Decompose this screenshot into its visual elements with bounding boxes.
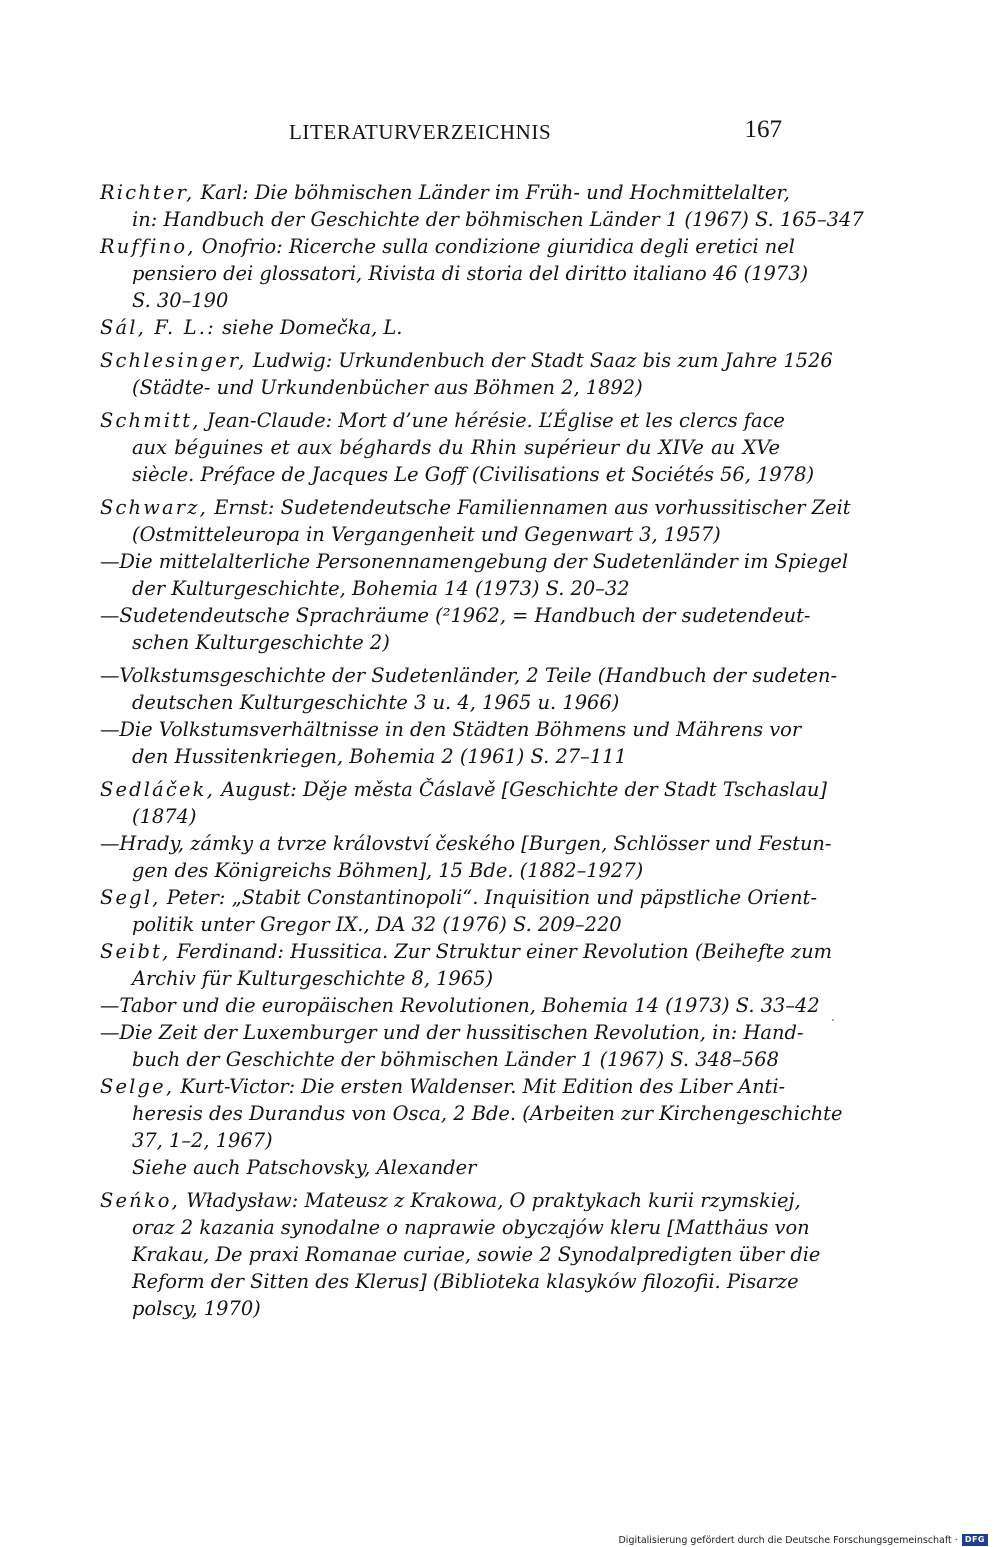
- page-number: 167: [744, 116, 782, 143]
- bibliography-entry: [100, 548, 849, 602]
- entry-line: [100, 548, 849, 575]
- entry-line: S. 30–190: [132, 289, 229, 312]
- bibliography-entry: [100, 662, 838, 716]
- entry-line: (Städte- und Urkundenbücher aus Böhmen 2, 1892): [132, 376, 643, 399]
- bibliography-entry: [100, 1187, 821, 1322]
- entry-dash: —: [100, 1021, 120, 1044]
- entry-author: Seńko,: [100, 1189, 181, 1212]
- bibliography-entry: [100, 347, 833, 401]
- entry-dash: —: [100, 550, 120, 573]
- entry-line: politik unter Gregor IX., DA 32 (1976) S. 209–220: [132, 913, 622, 936]
- entry-line: [100, 407, 785, 434]
- entry-line: [100, 776, 827, 803]
- entry-line: heresis des Durandus von Osca, 2 Bde. (Arbeiten zur Kirchengeschichte: [132, 1102, 843, 1125]
- entry-line: polscy, 1970): [132, 1297, 261, 1320]
- entry-text: Ernst: Sudetendeutsche Familiennamen aus vorhussitischer Zeit: [208, 496, 851, 519]
- entry-author: Sál, F. L.:: [100, 316, 216, 339]
- entry-dash: —: [100, 604, 120, 627]
- entry-line: [100, 1187, 801, 1214]
- entry-line: [100, 233, 795, 260]
- entry-text: siehe Domečka, L.: [215, 316, 403, 339]
- entry-line: deutschen Kulturgeschichte 3 u. 4, 1965 u. 1966): [132, 691, 620, 714]
- bibliography-entry: [100, 1073, 843, 1181]
- entry-line: [100, 494, 851, 521]
- entry-line: den Hussitenkriegen, Bohemia 2 (1961) S. 27–111: [132, 745, 627, 768]
- bibliography-entry: [100, 884, 817, 938]
- entry-text: Kurt-Victor: Die ersten Waldenser. Mit Edition des Liber Anti-: [174, 1075, 786, 1098]
- entry-line: [100, 1019, 804, 1046]
- entry-line: [100, 884, 817, 911]
- entry-author: Richter,: [100, 181, 195, 204]
- entry-line: in: Handbuch der Geschichte der böhmischen Länder 1 (1967) S. 165–347: [132, 208, 864, 231]
- page-header: [258, 116, 782, 152]
- entry-text: Sudetendeutsche Sprachräume (²1962, = Handbuch der sudetendeut-: [119, 604, 811, 627]
- entry-text: Die Zeit der Luxemburger und der hussitischen Revolution, in: Hand-: [119, 1021, 804, 1044]
- entry-line: (1874): [132, 805, 197, 828]
- entry-author: Sedláček,: [100, 778, 215, 801]
- entry-line: der Kulturgeschichte, Bohemia 14 (1973) S. 20–32: [132, 577, 630, 600]
- entry-text: Hrady, zámky a tvrze království českého [Burgen, Schlösser und Festun-: [119, 832, 832, 855]
- entry-line: [100, 992, 820, 1019]
- entry-line: Krakau, De praxi Romanae curiae, sowie 2 Synodalpredigten über die: [132, 1243, 821, 1266]
- entry-line: [100, 938, 832, 965]
- entry-dash: —: [100, 718, 120, 741]
- entry-text: Władysław: Mateusz z Krakowa, O praktykach kurii rzymskiej,: [180, 1189, 801, 1212]
- entry-author: Segl,: [100, 886, 161, 909]
- entry-line: [100, 314, 780, 341]
- bibliography-entry: [100, 716, 802, 770]
- entry-text: Ferdinand: Hussitica. Zur Struktur einer Revolution (Beihefte zum: [170, 940, 832, 963]
- entry-author: Schlesinger,: [100, 349, 247, 372]
- entry-text: Die mittelalterliche Personennamengebung der Sudetenländer im Spiegel: [119, 550, 849, 573]
- scan-speck: [832, 1019, 834, 1021]
- entry-dash: —: [100, 994, 120, 1017]
- entry-line: [100, 602, 811, 629]
- entry-text: Onofrio: Ricerche sulla condizione giuridica degli eretici nel: [195, 235, 795, 258]
- entry-line: [100, 830, 832, 857]
- entry-line: [100, 1073, 786, 1100]
- bibliography-entry: [100, 407, 815, 488]
- bibliography-entry: [100, 1019, 804, 1073]
- entry-line: Siehe auch Patschovsky, Alexander: [132, 1156, 477, 1179]
- entry-line: 37, 1–2, 1967): [132, 1129, 273, 1152]
- entry-line: buch der Geschichte der böhmischen Länder 1 (1967) S. 348–568: [132, 1048, 779, 1071]
- entry-line: siècle. Préface de Jacques Le Goff (Civilisations et Sociétés 56, 1978): [132, 463, 815, 486]
- entry-line: Reform der Sitten des Klerus] (Biblioteka klasyków filozofii. Pisarze: [132, 1270, 799, 1293]
- entry-text: Karl: Die böhmischen Länder im Früh- und Hochmittelalter,: [194, 181, 790, 204]
- bibliography-entry: [100, 314, 780, 341]
- entry-text: Tabor und die europäischen Revolutionen, Bohemia 14 (1973) S. 33–42: [119, 994, 820, 1017]
- bibliography-entry: [100, 602, 811, 656]
- entry-line: [100, 662, 838, 689]
- bibliography-entry: [100, 179, 864, 233]
- entry-line: schen Kulturgeschichte 2): [132, 631, 390, 654]
- entry-line: [100, 347, 833, 374]
- entry-line: pensiero dei glossatori, Rivista di storia del diritto italiano 46 (1973): [132, 262, 809, 285]
- dfg-logo: DFG: [962, 1534, 988, 1546]
- entry-author: Selge,: [100, 1075, 175, 1098]
- entry-line: [100, 179, 790, 206]
- entry-text: Jean-Claude: Mort d’une hérésie. L’Église et les clercs face: [200, 409, 785, 432]
- entry-author: Ruffino,: [100, 235, 196, 258]
- bibliography-entry: [100, 830, 832, 884]
- entry-line: [100, 716, 802, 743]
- bibliography-entry: [100, 494, 851, 548]
- entry-dash: —: [100, 832, 120, 855]
- entry-dash: —: [100, 664, 120, 687]
- entry-text: Peter: „Stabit Constantinopoli“. Inquisition und päpstliche Orient-: [160, 886, 817, 909]
- bibliography-list: [100, 179, 864, 1322]
- bibliography-entry: [100, 992, 820, 1019]
- entry-author: Schmitt,: [100, 409, 201, 432]
- entry-text: August: Děje města Čáslavě [Geschichte der Stadt Tschaslau]: [214, 778, 827, 801]
- bibliography-entry: [100, 233, 809, 314]
- digitization-credit: Digitalisierung gefördert durch die Deutsche Forschungsgemeinschaft ·: [618, 1534, 958, 1546]
- bibliography-entry: [100, 938, 832, 992]
- running-title: LITERATURVERZEICHNIS: [289, 120, 552, 144]
- entry-text: Ludwig: Urkundenbuch der Stadt Saaz bis zum Jahre 1526: [246, 349, 833, 372]
- entry-text: Volkstumsgeschichte der Sudetenländer, 2 Teile (Handbuch der sudeten-: [119, 664, 838, 687]
- entry-line: Archiv für Kulturgeschichte 8, 1965): [132, 967, 494, 990]
- entry-line: oraz 2 kazania synodalne o naprawie obyczajów kleru [Matthäus von: [132, 1216, 810, 1239]
- entry-author: Schwarz,: [100, 496, 209, 519]
- entry-text: Die Volkstumsverhältnisse in den Städten Böhmens und Mährens vor: [119, 718, 802, 741]
- digitization-footer: [618, 1534, 988, 1546]
- entry-line: (Ostmitteleuropa in Vergangenheit und Gegenwart 3, 1957): [132, 523, 721, 546]
- entry-line: aux béguines et aux béghards du Rhin supérieur du XIVe au XVe: [132, 436, 780, 459]
- bibliography-entry: [100, 776, 827, 830]
- entry-author: Seibt,: [100, 940, 171, 963]
- entry-line: gen des Königreichs Böhmen], 15 Bde. (1882–1927): [132, 859, 644, 882]
